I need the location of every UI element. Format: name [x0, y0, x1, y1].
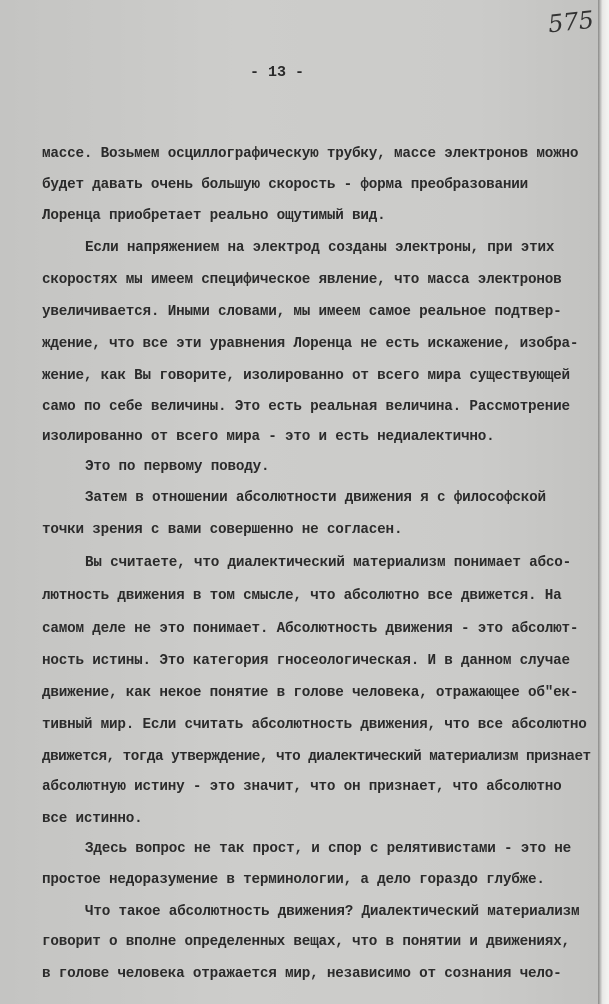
text-line: движение, как некое понятие в голове человека, отражающее об"ек-	[42, 685, 579, 701]
text-line: увеличивается. Иными словами, мы имеем самое реальное подтвер-	[42, 304, 562, 320]
text-line: простое недоразумение в терминологии, а дело гораздо глубже.	[42, 872, 545, 888]
text-line: точки зрения с вами совершенно не согласен.	[42, 522, 403, 538]
text-line: жение, как Вы говорите, изолированно от всего мира существующей	[42, 368, 570, 384]
text-line: ность истины. Это категория гносеологическая. И в данном случае	[42, 653, 570, 669]
text-line: самом деле не это понимает. Абсолютность движения - это абсолют-	[42, 621, 579, 637]
text-line: в голове человека отражается мир, независимо от сознания чело-	[42, 966, 562, 982]
text-line: Затем в отношении абсолютности движения я с философской	[85, 490, 546, 506]
page-number: - 13 -	[250, 64, 305, 81]
text-line: говорит о вполне определенных вещах, что в понятии и движениях,	[42, 934, 570, 950]
text-line: все истинно.	[42, 811, 143, 827]
text-line: тивный мир. Если считать абсолютность движения, что все абсолютно	[42, 717, 587, 733]
text-line: изолированно от всего мира - это и есть недиалектично.	[42, 429, 495, 445]
text-line: скоростях мы имеем специфическое явление, что масса электронов	[42, 272, 562, 288]
text-line: Лоренца приобретает реально ощутимый вид.	[42, 208, 386, 224]
text-line: абсолютную истину - это значит, что он признает, что абсолютно	[42, 779, 562, 795]
text-line: Если напряжением на электрод созданы электроны, при этих	[85, 240, 555, 256]
text-line: Вы считаете, что диалектический материализм понимает абсо-	[85, 555, 572, 571]
text-line: Это по первому поводу.	[85, 459, 270, 475]
text-line: Здесь вопрос не так прост, и спор с релятивистами - это не	[85, 841, 572, 857]
text-line: массе. Возьмем осциллографическую трубку, массе электронов можно	[42, 146, 579, 162]
archive-number: 575	[546, 5, 596, 39]
text-line: само по себе величины. Это есть реальная величина. Рассмотрение	[42, 399, 570, 415]
text-line: движется, тогда утверждение, что диалектический материализм признает	[42, 749, 591, 765]
text-line: Что такое абсолютность движения? Диалектический материализм	[85, 904, 580, 920]
text-line: лютность движения в том смысле, что абсолютно все движется. На	[42, 588, 562, 604]
page-edge	[598, 0, 609, 1004]
text-line: будет давать очень большую скорость - форма преобразовании	[42, 177, 529, 193]
text-line: ждение, что все эти уравнения Лоренца не есть искажение, изобра-	[42, 336, 579, 352]
